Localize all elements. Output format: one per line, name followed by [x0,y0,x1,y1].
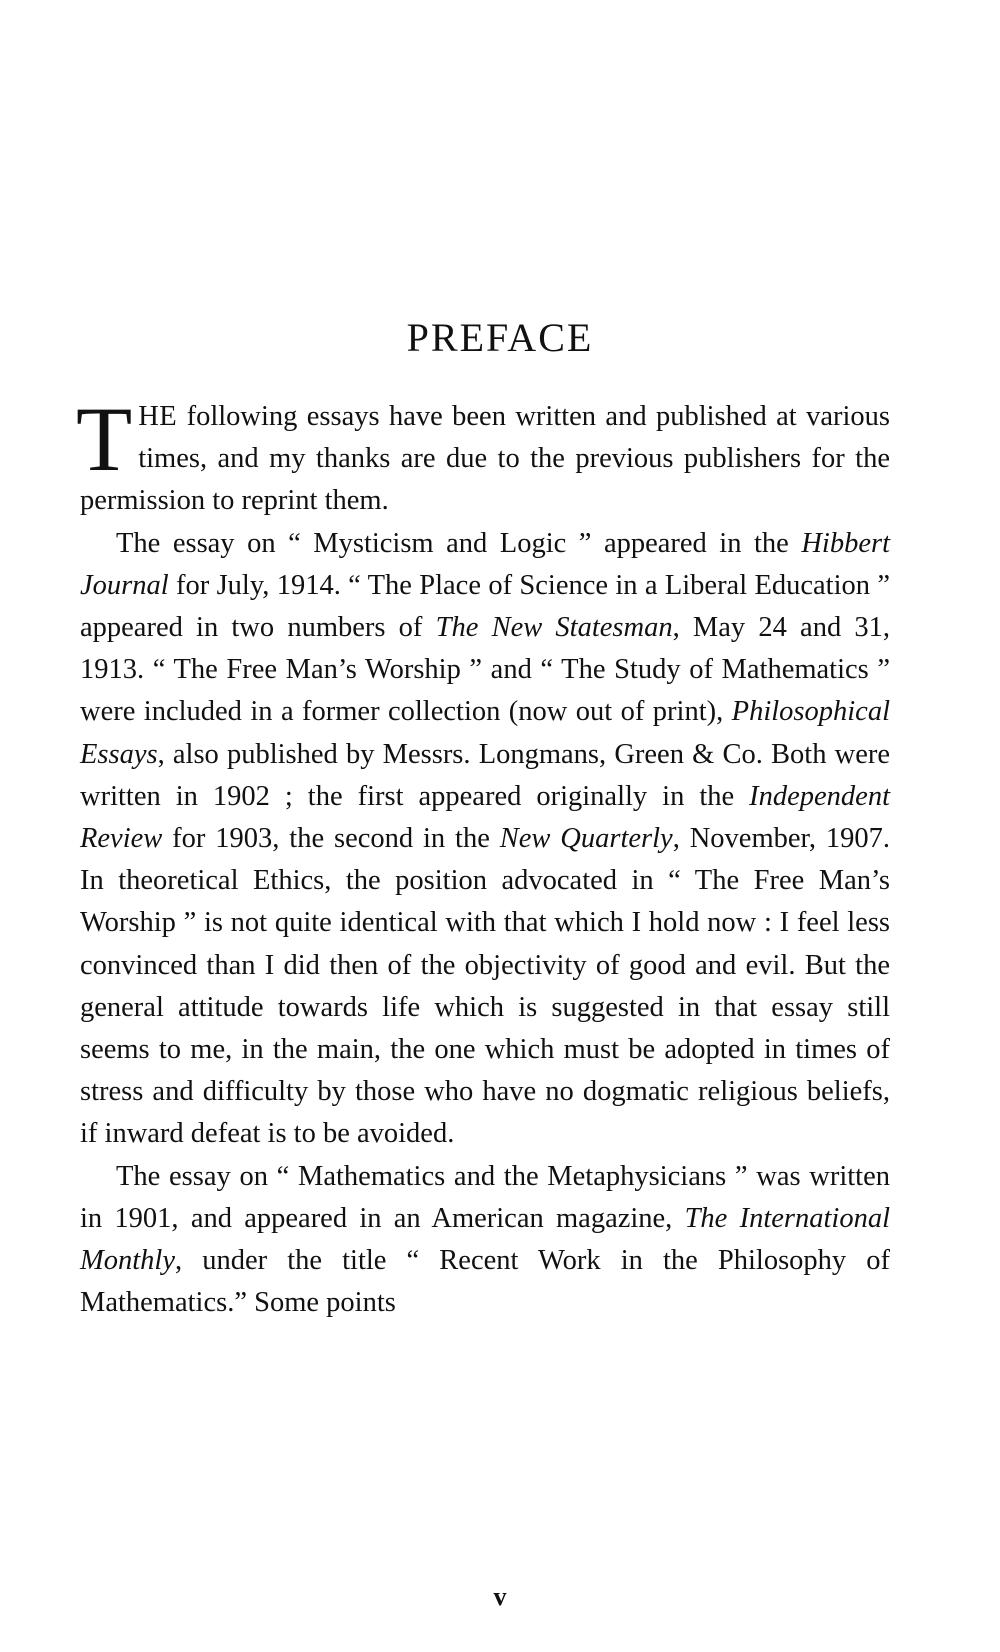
page-title: PREFACE [406,315,594,360]
page-number: v [493,1582,507,1611]
italic-title-text: New Quarterly [499,823,673,855]
drop-cap: T [76,388,133,490]
italic-title-text: Philosophical Essays [80,696,890,770]
italic-title-text: The International Monthly [80,1202,890,1277]
italic-title-text: Hibbert Journal [80,527,890,601]
text-run: for 1903, the second in the [162,823,500,855]
text-run: for July, 1914. “ The Place of Science in a Liberal Education ” appeared in two numbers of [80,569,890,644]
text-run: The essay on “ Mathematics and the Metaphysicians ” was written in 1901, and appeared in an American magazine, [80,1160,890,1234]
paragraph-1-text: following essays have been written and published at various times, and my thanks are due to the previous publishers for the permission to reprint them. [80,401,890,517]
paragraph-3 [80,1156,890,1325]
italic-title-text: The New Statesman [435,612,673,644]
text-run: The essay on “ Mysticism and Logic ” appeared in the [116,527,802,559]
text-run: , under the title “ Recent Work in the Philosophy of Mathematics.” Some points [80,1245,890,1319]
paragraph-2 [80,523,890,1156]
text-run: , November, 1907. In theoretical Ethics, the position advocated in “ The Free Man’s Worship ” is not quite identical with that which I hold now : I feel less convinced than I did then of the objectivity of good and evil. But the general attitude towards life which is suggested in that essay still seems to me, in the main, the one which must be adopted in times of stress and difficulty by those who have no dogmatic religious beliefs, if inward defeat is to be avoided. [80,823,890,1150]
text-run: , May 24 and 31, 1913. “ The Free Man’s Worship ” and “ The Study of Mathematics ” were included in a former collection (now out of print), [80,612,891,728]
preface-body [76,388,891,1324]
text-run: , also published by Messrs. Longmans, Green & Co. Both were written in 1902 ; the first appeared originally in the [80,738,890,812]
italic-title-text: Independent Review [80,780,890,855]
opening-word: HE [138,401,178,432]
paragraph-1 [76,388,890,523]
